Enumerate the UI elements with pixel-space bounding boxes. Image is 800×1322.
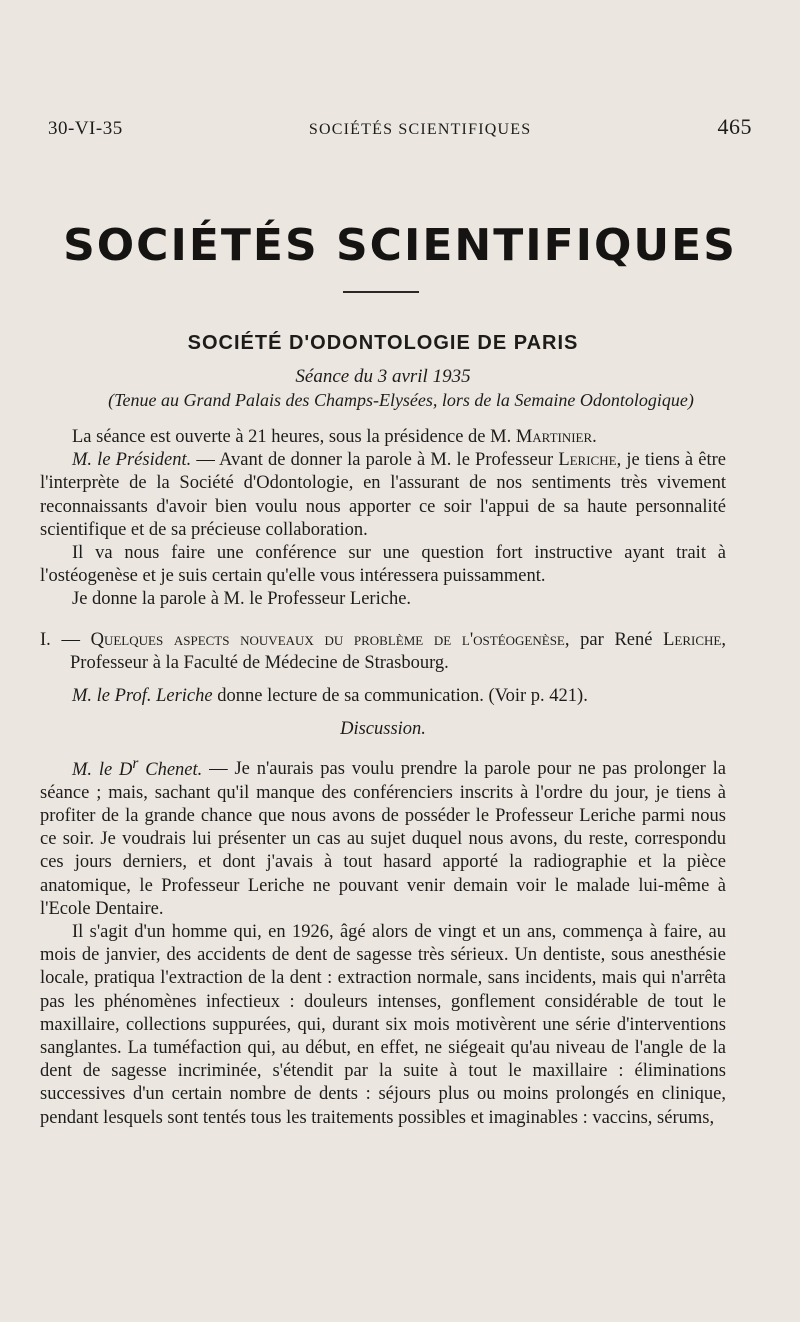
speaker-chenet-sup: r (132, 754, 139, 772)
item-by: , par René (564, 629, 664, 650)
spacer (40, 741, 726, 751)
title-divider (343, 291, 419, 293)
paragraph-opening (40, 426, 726, 449)
item-author: Leriche (663, 629, 722, 650)
president-text-b: , je tiens à être l'interprète de la Société d'Odontologie, en l'assurant de nos sentiments très vivement reconnaissants d'avoir bien voulu nous apporter ce soir l'appui de sa haute personnalité scientifique et de sa précieuse collaboration. (40, 450, 727, 540)
speaker-president: M. le Président. (72, 450, 192, 471)
speaker-chenet (72, 754, 203, 780)
spacer (40, 612, 726, 629)
item-affiliation: , Professeur à la Faculté de Médecine de Strasbourg. (70, 629, 726, 673)
paragraph-chenet (40, 751, 726, 921)
paragraph-president (40, 449, 726, 542)
communication-text: donne lecture de sa communication. (Voir p. 421). (212, 686, 588, 707)
professor-name: Leriche (558, 450, 617, 471)
spacer (40, 708, 726, 718)
item-title: Quelques aspects nouveaux du problème de l'ostéogenèse (90, 629, 565, 650)
paragraph-case: Il s'agit d'un homme qui, en 1926, âgé alors de vingt et un ans, commença à faire, au mois de janvier, des accidents de dent de sagesse très sérieux. Un dentiste, sous anesthésie locale, pratiqua l'extraction de la dent : extraction normale, sans incidents, mais qui n'arrêta pas les phénomènes infectieux : douleurs intenses, gonflement considérable de tout le maxillaire, collections suppurées, qui, durant six mois motivèrent une série d'interventions sanglantes. La tuméfaction qui, au début, en effet, ne siégeait qu'au niveau de l'angle de la dent de sagesse incriminée, s'étendit par la suite à tout le maxillaire : éliminations successives d'un certain nombre de dents : séjours plus ou moins prolongés en clinique, pendant lesquels sont tentés tous les traitements possibles et imaginables : vaccins, sérums, (40, 922, 726, 1128)
session-date-text: Séance du 3 avril 1935 (295, 366, 471, 387)
chenet-text: — Je n'aurais pas voulu prendre la parole pour ne pas prolonger la séance ; mais, sachant qu'il manque des conférenciers inscrits à l'ordre du jour, je tiens à profiter de la grande chance que nous avons de posséder le Professeur Leriche parmi nous ce soir. Je voudrais lui présenter un cas au sujet duquel nous avons, du reste, correspondu ces jours derniers, et dont j'avais à tout hasard apporté la radiographie et la pièce anatomique, le Professeur Leriche ne pouvant venir demain voir le malade lui-même à l'Ecole Dentaire. (40, 759, 727, 919)
header-section: SOCIÉTÉS SCIENTIFIQUES (308, 121, 532, 138)
paragraph-communication (40, 685, 726, 708)
discussion-heading-text: Discussion. (340, 719, 426, 740)
header-date: 30-VI-35 (48, 118, 123, 139)
discussion-heading (40, 718, 726, 741)
article-body (40, 426, 726, 1130)
spacer (40, 675, 726, 685)
president-name: Martinier (515, 427, 593, 447)
running-header (48, 114, 752, 140)
agenda-item (40, 629, 726, 675)
item-numeral: I. — (40, 629, 91, 650)
paragraph-give-floor: Je donne la parole à M. le Professeur Leriche. (72, 589, 412, 610)
page-title: SOCIÉTÉS SCIENTIFIQUES (63, 220, 737, 271)
opening-text: La séance est ouverte à 21 heures, sous la présidence de M. (72, 427, 516, 447)
president-text-a: — Avant de donner la parole à M. le Professeur (191, 450, 559, 471)
session-date (0, 366, 766, 388)
speaker-chenet-prefix: M. le D (72, 759, 133, 780)
speaker-leriche: M. le Prof. Leriche (72, 686, 213, 707)
paragraph-conference: Il va nous faire une conférence sur une question fort instructive ayant trait à l'ostéogenèse et je suis certain qu'elle vous intéressera puissamment. (40, 543, 726, 587)
page-number: 465 (717, 114, 752, 139)
session-place: (Tenue au Grand Palais des Champs-Elysées, lors de la Semaine Odontologique) (108, 390, 694, 410)
opening-end: . (592, 427, 597, 447)
speaker-chenet-name: Chenet. (138, 759, 203, 780)
society-heading: SOCIÉTÉ D'ODONTOLOGIE DE PARIS (187, 332, 579, 354)
